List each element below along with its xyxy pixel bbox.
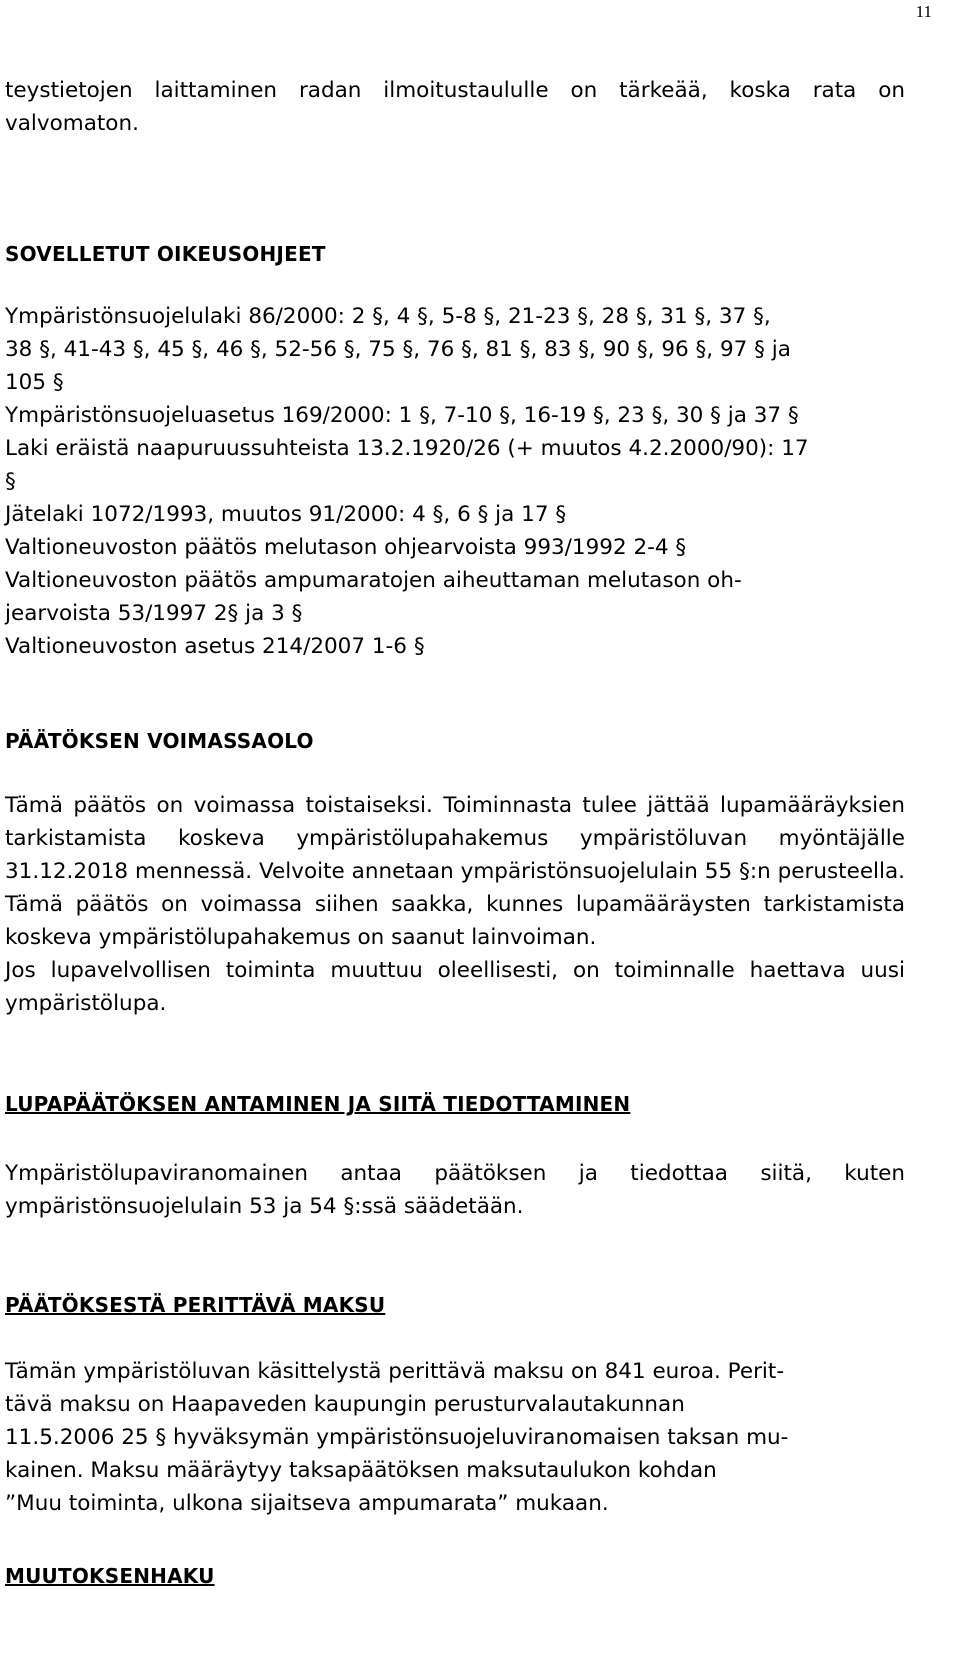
validity-paragraph: Tämä päätös on voimassa toistaiseksi. Toiminnasta tulee jättää lupamääräyksien tarkistamista koskeva ympäristölupahakemus ympäristöluvan myöntäjälle 31.12.2018 mennessä. Velvoite annetaan ympäristönsuojelulain 55 §:n perusteella. Tämä päätös on voimassa siihen saakka, kunnes lupamääräysten tarkistamista koskeva ympäristölupahakemus on saanut lainvoiman.: [5, 793, 905, 950]
legal-reference-line: Ympäristönsuojelulaki 86/2000: 2 §, 4 §, 5-8 §, 21-23 §, 28 §, 31 §, 37 §,: [5, 304, 771, 329]
decision-notice-paragraph: Ympäristölupaviranomainen antaa päätöksen ja tiedottaa siitä, kuten ympäristönsuojelulain 53 ja 54 §:ssä säädetään.: [5, 1161, 905, 1219]
fee-line: kainen. Maksu määräytyy taksapäätöksen maksutaulukon kohdan: [5, 1458, 717, 1483]
heading-paatoksesta-perittava-maksu: PÄÄTÖKSESTÄ PERITTÄVÄ MAKSU: [5, 1293, 386, 1317]
legal-reference-line: jearvoista 53/1997 2§ ja 3 §: [5, 601, 303, 626]
legal-reference-line: Jätelaki 1072/1993, muutos 91/2000: 4 §, 6 § ja 17 §: [5, 502, 567, 527]
document-body: [5, 74, 905, 1593]
legal-reference-line: Laki eräistä naapuruussuhteista 13.2.1920/26 (+ muutos 4.2.2000/90): 17: [5, 436, 809, 461]
intro-paragraph: teystietojen laittaminen radan ilmoitustaululle on tärkeää, koska rata on valvomaton.: [5, 78, 905, 136]
legal-reference-line: 38 §, 41-43 §, 45 §, 46 §, 52-56 §, 75 §, 76 §, 81 §, 83 §, 90 §, 96 §, 97 § ja: [5, 337, 791, 362]
legal-reference-line: §: [5, 469, 16, 494]
heading-muutoksenhaku: MUUTOKSENHAKU: [5, 1564, 215, 1588]
heading-paatoksen-voimassaolo: PÄÄTÖKSEN VOIMASSAOLO: [5, 729, 314, 753]
legal-references-list: [5, 300, 905, 663]
legal-reference-line: Valtioneuvoston päätös melutason ohjearvoista 993/1992 2-4 §: [5, 535, 687, 560]
fee-line: tävä maksu on Haapaveden kaupungin perusturvalautakunnan: [5, 1392, 685, 1417]
legal-reference-line: 105 §: [5, 370, 64, 395]
heading-sovelletut-oikeusohjeet: SOVELLETUT OIKEUSOHJEET: [5, 242, 326, 266]
fee-paragraph: [5, 1355, 905, 1520]
legal-reference-line: Valtioneuvoston asetus 214/2007 1-6 §: [5, 634, 425, 659]
fee-line: 11.5.2006 25 § hyväksymän ympäristönsuojeluviranomaisen taksan mu-: [5, 1425, 789, 1450]
validity-change-paragraph: Jos lupavelvollisen toiminta muuttuu oleellisesti, on toiminnalle haettava uusi ympäristölupa.: [5, 958, 905, 1016]
heading-lupapaatoksen-antaminen: LUPAPÄÄTÖKSEN ANTAMINEN JA SIITÄ TIEDOTTAMINEN: [5, 1092, 631, 1116]
legal-reference-line: Valtioneuvoston päätös ampumaratojen aiheuttaman melutason oh-: [5, 568, 742, 593]
legal-reference-line: Ympäristönsuojeluasetus 169/2000: 1 §, 7-10 §, 16-19 §, 23 §, 30 § ja 37 §: [5, 403, 799, 428]
fee-line: ”Muu toiminta, ulkona sijaitseva ampumarata” mukaan.: [5, 1491, 609, 1516]
page-number: 11: [915, 2, 932, 21]
fee-line: Tämän ympäristöluvan käsittelystä perittävä maksu on 841 euroa. Perit-: [5, 1359, 785, 1384]
